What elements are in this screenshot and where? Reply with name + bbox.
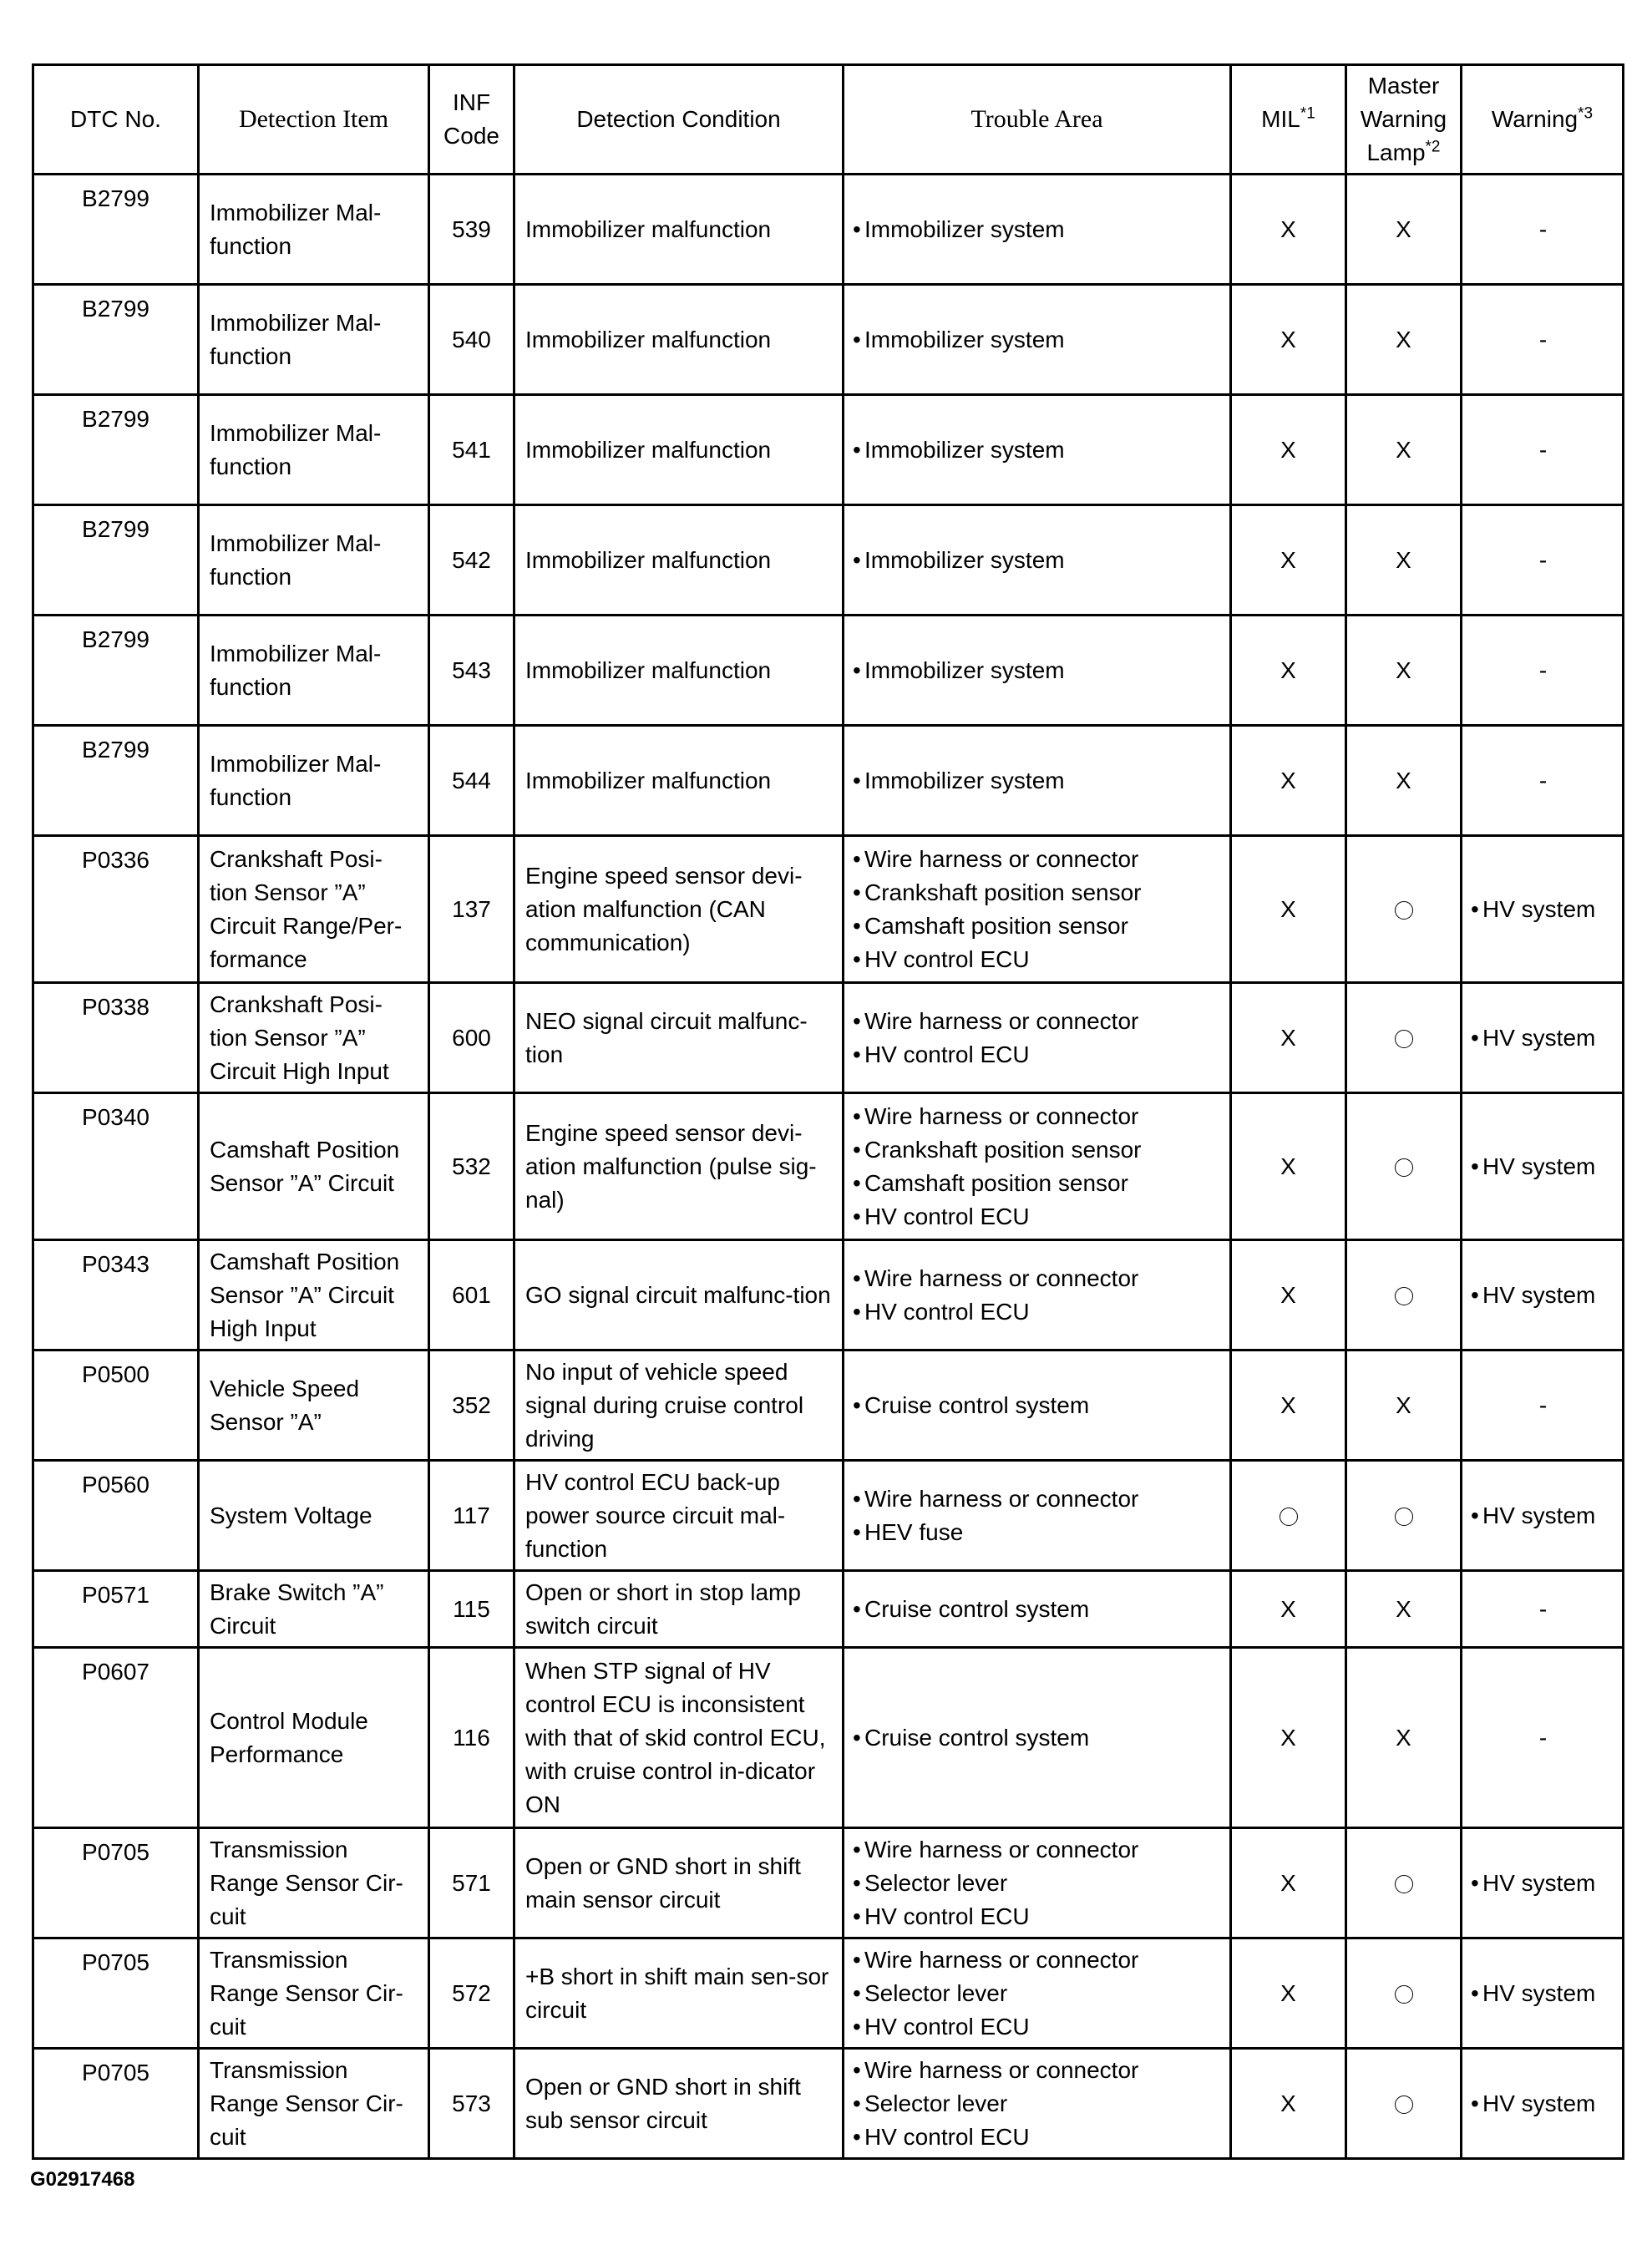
mil-cell [1231, 836, 1346, 983]
warning-cell [1462, 836, 1624, 983]
header-trouble-area: Trouble Area [844, 65, 1231, 175]
inf-code-cell: 117 [429, 1461, 514, 1571]
dtc-cell: P0500 [33, 1351, 199, 1461]
trouble-area-cell [844, 1461, 1231, 1571]
trouble-area-item: • Cruise control system [853, 1389, 1223, 1422]
trouble-area-list [853, 1100, 1223, 1234]
trouble-area-item: • Selector lever [853, 1867, 1223, 1900]
warning-item: • HV system [1471, 893, 1615, 926]
trouble-area-item: • Cruise control system [853, 1721, 1223, 1755]
mil-cell [1231, 1571, 1346, 1648]
x-mark: X [1396, 1595, 1411, 1622]
dtc-cell: P0571 [33, 1571, 199, 1648]
detection-item-cell: Immobilizer Mal-function [199, 285, 429, 395]
x-mark: X [1280, 1153, 1296, 1179]
x-mark: X [1280, 1281, 1296, 1308]
table-row [33, 395, 1624, 505]
header-row [33, 65, 1624, 175]
header-warning [1462, 65, 1624, 175]
dtc-cell: P0705 [33, 2049, 199, 2159]
detection-condition-cell: Immobilizer malfunction [514, 505, 844, 616]
trouble-area-list [853, 1833, 1223, 1933]
trouble-area-item: • Immobilizer system [853, 433, 1223, 467]
header-dtc: DTC No. [33, 65, 199, 175]
detection-item-cell: Immobilizer Mal-function [199, 726, 429, 836]
trouble-area-item: • Wire harness or connector [853, 843, 1223, 876]
table-row [33, 1240, 1624, 1351]
trouble-area-item: • HV control ECU [853, 943, 1223, 976]
trouble-area-item: • Wire harness or connector [853, 1833, 1223, 1867]
master-warning-cell [1346, 1240, 1462, 1351]
detection-item-cell: System Voltage [199, 1461, 429, 1571]
trouble-area-list [853, 213, 1223, 246]
inf-code-cell: 544 [429, 726, 514, 836]
figure-id: G02917468 [30, 2168, 135, 2191]
x-mark: X [1280, 1391, 1296, 1418]
detection-condition-cell: HV control ECU back-up power source circuit mal-function [514, 1461, 844, 1571]
x-mark: X [1280, 2090, 1296, 2116]
inf-code-cell: 542 [429, 505, 514, 616]
circle-mark-icon [1395, 1287, 1413, 1305]
dtc-cell: P0607 [33, 1648, 199, 1828]
warning-list [1471, 1150, 1615, 1183]
detection-condition-cell: Engine speed sensor devi-ation malfunction (pulse sig-nal) [514, 1093, 844, 1240]
header-master-warning-lamp [1346, 65, 1462, 175]
trouble-area-cell [844, 175, 1231, 285]
detection-condition-cell: Engine speed sensor devi-ation malfunction (CAN communication) [514, 836, 844, 983]
table-row [33, 836, 1624, 983]
x-mark: X [1396, 1391, 1411, 1418]
dtc-cell: P0338 [33, 983, 199, 1093]
detection-condition-cell: Open or GND short in shift sub sensor circuit [514, 2049, 844, 2159]
trouble-area-item: • Selector lever [853, 2087, 1223, 2121]
x-mark: X [1396, 436, 1411, 463]
inf-code-cell: 541 [429, 395, 514, 505]
x-mark: X [1280, 1979, 1296, 2006]
trouble-area-cell [844, 1938, 1231, 2049]
trouble-area-list [853, 2054, 1223, 2154]
inf-code-cell: 543 [429, 616, 514, 726]
trouble-area-list [853, 843, 1223, 976]
warning-list [1471, 2087, 1615, 2121]
warning-cell [1462, 1648, 1624, 1828]
warning-dash: - [1538, 1595, 1548, 1622]
inf-code-cell: 352 [429, 1351, 514, 1461]
table-row [33, 2049, 1624, 2159]
trouble-area-cell [844, 616, 1231, 726]
table-row [33, 1351, 1624, 1461]
detection-condition-cell: No input of vehicle speed signal during cruise control driving [514, 1351, 844, 1461]
inf-code-cell: 600 [429, 983, 514, 1093]
trouble-area-item: • HV control ECU [853, 2010, 1223, 2044]
warning-dash: - [1538, 436, 1548, 463]
trouble-area-list [853, 1482, 1223, 1549]
mil-cell [1231, 983, 1346, 1093]
header-detection-item: Detection Item [199, 65, 429, 175]
inf-code-cell: 137 [429, 836, 514, 983]
inf-code-cell: 540 [429, 285, 514, 395]
dtc-cell: P0343 [33, 1240, 199, 1351]
master-warning-cell [1346, 175, 1462, 285]
warning-cell [1462, 395, 1624, 505]
trouble-area-item: • Wire harness or connector [853, 1482, 1223, 1516]
mil-cell [1231, 395, 1346, 505]
master-warning-cell [1346, 726, 1462, 836]
warning-item: • HV system [1471, 1499, 1615, 1533]
circle-mark-icon [1395, 1030, 1413, 1048]
detection-condition-cell: Immobilizer malfunction [514, 726, 844, 836]
trouble-area-cell [844, 1648, 1231, 1828]
master-warning-cell [1346, 1938, 1462, 2049]
trouble-area-item: • HV control ECU [853, 2121, 1223, 2154]
trouble-area-cell [844, 836, 1231, 983]
x-mark: X [1396, 767, 1411, 793]
master-warning-cell [1346, 1461, 1462, 1571]
dtc-cell: B2799 [33, 395, 199, 505]
x-mark: X [1280, 656, 1296, 683]
detection-item-cell: Immobilizer Mal-function [199, 395, 429, 505]
trouble-area-item: • Camshaft position sensor [853, 1167, 1223, 1200]
detection-item-cell: Transmission Range Sensor Cir-cuit [199, 2049, 429, 2159]
warning-list [1471, 1499, 1615, 1533]
trouble-area-cell [844, 505, 1231, 616]
header-mil [1231, 65, 1346, 175]
mil-cell [1231, 2049, 1346, 2159]
x-mark: X [1280, 767, 1296, 793]
warning-item: • HV system [1471, 1977, 1615, 2010]
warning-item: • HV system [1471, 1279, 1615, 1312]
trouble-area-list [853, 544, 1223, 577]
trouble-area-list [853, 433, 1223, 467]
master-warning-cell [1346, 285, 1462, 395]
master-warning-cell [1346, 1648, 1462, 1828]
detection-item-cell: Transmission Range Sensor Cir-cuit [199, 1938, 429, 2049]
trouble-area-list [853, 1389, 1223, 1422]
header-warning-note: *3 [1578, 104, 1594, 123]
trouble-area-item: • HV control ECU [853, 1900, 1223, 1933]
detection-item-cell: Transmission Range Sensor Cir-cuit [199, 1828, 429, 1938]
warning-dash: - [1538, 546, 1548, 573]
trouble-area-item: • Immobilizer system [853, 544, 1223, 577]
header-mil-note: *1 [1300, 104, 1315, 123]
mil-cell [1231, 1648, 1346, 1828]
header-mil-label: MIL [1261, 106, 1300, 132]
detection-item-cell: Control Module Performance [199, 1648, 429, 1828]
trouble-area-item: • HV control ECU [853, 1295, 1223, 1329]
inf-code-cell: 571 [429, 1828, 514, 1938]
header-master-note: *2 [1425, 138, 1441, 156]
trouble-area-cell [844, 1240, 1231, 1351]
trouble-area-item: • Crankshaft position sensor [853, 876, 1223, 910]
trouble-area-list [853, 1262, 1223, 1329]
trouble-area-item: • Immobilizer system [853, 654, 1223, 687]
inf-code-cell: 572 [429, 1938, 514, 2049]
header-inf-code: INF Code [429, 65, 514, 175]
trouble-area-list [853, 323, 1223, 357]
trouble-area-item: • Cruise control system [853, 1593, 1223, 1626]
mil-cell [1231, 1093, 1346, 1240]
mil-cell [1231, 616, 1346, 726]
master-warning-cell [1346, 1571, 1462, 1648]
trouble-area-list [853, 764, 1223, 798]
x-mark: X [1280, 1724, 1296, 1751]
x-mark: X [1280, 546, 1296, 573]
warning-cell [1462, 1240, 1624, 1351]
dtc-cell: P0340 [33, 1093, 199, 1240]
table-row [33, 505, 1624, 616]
trouble-area-list [853, 654, 1223, 687]
table-row [33, 726, 1624, 836]
dtc-cell: B2799 [33, 616, 199, 726]
detection-item-cell: Camshaft Position Sensor ”A” Circuit [199, 1093, 429, 1240]
x-mark: X [1280, 1595, 1296, 1622]
detection-condition-cell: When STP signal of HV control ECU is inconsistent with that of skid control ECU, with cruise control in-dicator ON [514, 1648, 844, 1828]
x-mark: X [1280, 215, 1296, 242]
warning-cell [1462, 505, 1624, 616]
warning-list [1471, 1021, 1615, 1055]
trouble-area-cell [844, 1828, 1231, 1938]
mil-cell [1231, 1461, 1346, 1571]
inf-code-cell: 539 [429, 175, 514, 285]
header-warning-label: Warning [1491, 106, 1579, 132]
warning-cell [1462, 1828, 1624, 1938]
detection-item-cell: Crankshaft Posi-tion Sensor ”A” Circuit Range/Per-formance [199, 836, 429, 983]
warning-cell [1462, 175, 1624, 285]
x-mark: X [1396, 656, 1411, 683]
x-mark: X [1280, 895, 1296, 922]
table-row [33, 1648, 1624, 1828]
warning-dash: - [1538, 326, 1548, 352]
table-row [33, 1938, 1624, 2049]
table-row [33, 175, 1624, 285]
header-master-label: Master Warning Lamp [1360, 73, 1447, 165]
trouble-area-cell [844, 726, 1231, 836]
dtc-table [32, 63, 1624, 2160]
warning-item: • HV system [1471, 1021, 1615, 1055]
warning-cell [1462, 1093, 1624, 1240]
circle-mark-icon [1395, 1158, 1413, 1177]
trouble-area-cell [844, 1093, 1231, 1240]
warning-item: • HV system [1471, 1150, 1615, 1183]
warning-cell [1462, 1351, 1624, 1461]
warning-item: • HV system [1471, 1867, 1615, 1900]
warning-dash: - [1538, 1724, 1548, 1751]
master-warning-cell [1346, 2049, 1462, 2159]
circle-mark-icon [1395, 1875, 1413, 1893]
warning-cell [1462, 1571, 1624, 1648]
inf-code-cell: 115 [429, 1571, 514, 1648]
trouble-area-item: • Immobilizer system [853, 213, 1223, 246]
warning-cell [1462, 2049, 1624, 2159]
table-row [33, 1828, 1624, 1938]
trouble-area-item: • HEV fuse [853, 1516, 1223, 1549]
dtc-cell: B2799 [33, 285, 199, 395]
master-warning-cell [1346, 505, 1462, 616]
warning-cell [1462, 1938, 1624, 2049]
circle-mark-icon [1395, 1985, 1413, 2004]
trouble-area-item: • HV control ECU [853, 1200, 1223, 1234]
detection-condition-cell: Immobilizer malfunction [514, 175, 844, 285]
x-mark: X [1280, 1024, 1296, 1051]
detection-condition-cell: Immobilizer malfunction [514, 616, 844, 726]
detection-item-cell: Immobilizer Mal-function [199, 175, 429, 285]
header-detection-condition: Detection Condition [514, 65, 844, 175]
trouble-area-item: • Selector lever [853, 1977, 1223, 2010]
detection-item-cell: Vehicle Speed Sensor ”A” [199, 1351, 429, 1461]
detection-item-cell: Crankshaft Posi-tion Sensor ”A” Circuit High Input [199, 983, 429, 1093]
warning-dash: - [1538, 656, 1548, 683]
dtc-cell: B2799 [33, 726, 199, 836]
trouble-area-cell [844, 1351, 1231, 1461]
mil-cell [1231, 285, 1346, 395]
trouble-area-list [853, 1943, 1223, 2044]
inf-code-cell: 532 [429, 1093, 514, 1240]
master-warning-cell [1346, 983, 1462, 1093]
circle-mark-icon [1395, 901, 1413, 920]
detection-condition-cell: +B short in shift main sen-sor circuit [514, 1938, 844, 2049]
dtc-cell: B2799 [33, 175, 199, 285]
dtc-cell: P0560 [33, 1461, 199, 1571]
mil-cell [1231, 175, 1346, 285]
trouble-area-cell [844, 285, 1231, 395]
circle-mark-icon [1395, 2095, 1413, 2114]
trouble-area-item: • Wire harness or connector [853, 1100, 1223, 1133]
detection-condition-cell: Immobilizer malfunction [514, 285, 844, 395]
trouble-area-list [853, 1593, 1223, 1626]
circle-mark-icon [1280, 1508, 1298, 1526]
x-mark: X [1280, 326, 1296, 352]
detection-condition-cell: Open or GND short in shift main sensor circuit [514, 1828, 844, 1938]
detection-condition-cell: NEO signal circuit malfunc-tion [514, 983, 844, 1093]
mil-cell [1231, 1828, 1346, 1938]
dtc-cell: P0705 [33, 1938, 199, 2049]
trouble-area-list [853, 1721, 1223, 1755]
warning-cell [1462, 616, 1624, 726]
table-row [33, 1093, 1624, 1240]
detection-item-cell: Immobilizer Mal-function [199, 616, 429, 726]
trouble-area-cell [844, 983, 1231, 1093]
circle-mark-icon [1395, 1508, 1413, 1526]
warning-cell [1462, 1461, 1624, 1571]
trouble-area-item: • Wire harness or connector [853, 2054, 1223, 2087]
inf-code-cell: 116 [429, 1648, 514, 1828]
warning-dash: - [1538, 215, 1548, 242]
inf-code-cell: 601 [429, 1240, 514, 1351]
inf-code-cell: 573 [429, 2049, 514, 2159]
detection-item-cell: Brake Switch ”A” Circuit [199, 1571, 429, 1648]
table-row [33, 1461, 1624, 1571]
master-warning-cell [1346, 836, 1462, 983]
warning-cell [1462, 285, 1624, 395]
warning-list [1471, 893, 1615, 926]
trouble-area-cell [844, 2049, 1231, 2159]
warning-dash: - [1538, 767, 1548, 793]
dtc-cell: P0336 [33, 836, 199, 983]
warning-cell [1462, 726, 1624, 836]
master-warning-cell [1346, 1093, 1462, 1240]
detection-item-cell: Camshaft Position Sensor ”A” Circuit High Input [199, 1240, 429, 1351]
trouble-area-item: • Wire harness or connector [853, 1005, 1223, 1038]
trouble-area-item: • Crankshaft position sensor [853, 1133, 1223, 1167]
detection-condition-cell: GO signal circuit malfunc-tion [514, 1240, 844, 1351]
table-row [33, 285, 1624, 395]
table-row [33, 616, 1624, 726]
mil-cell [1231, 505, 1346, 616]
detection-condition-cell: Immobilizer malfunction [514, 395, 844, 505]
x-mark: X [1280, 436, 1296, 463]
table-row [33, 983, 1624, 1093]
x-mark: X [1396, 215, 1411, 242]
dtc-cell: P0705 [33, 1828, 199, 1938]
trouble-area-item: • Wire harness or connector [853, 1943, 1223, 1977]
trouble-area-list [853, 1005, 1223, 1072]
mil-cell [1231, 1938, 1346, 2049]
master-warning-cell [1346, 1351, 1462, 1461]
trouble-area-cell [844, 395, 1231, 505]
detection-condition-cell: Open or short in stop lamp switch circuit [514, 1571, 844, 1648]
warning-item: • HV system [1471, 2087, 1615, 2121]
warning-cell [1462, 983, 1624, 1093]
trouble-area-item: • HV control ECU [853, 1038, 1223, 1072]
x-mark: X [1396, 326, 1411, 352]
table-row [33, 1571, 1624, 1648]
trouble-area-cell [844, 1571, 1231, 1648]
detection-item-cell: Immobilizer Mal-function [199, 505, 429, 616]
mil-cell [1231, 726, 1346, 836]
warning-list [1471, 1279, 1615, 1312]
x-mark: X [1396, 1724, 1411, 1751]
master-warning-cell [1346, 1828, 1462, 1938]
warning-dash: - [1538, 1391, 1548, 1418]
mil-cell [1231, 1351, 1346, 1461]
master-warning-cell [1346, 616, 1462, 726]
trouble-area-item: • Camshaft position sensor [853, 910, 1223, 943]
mil-cell [1231, 1240, 1346, 1351]
x-mark: X [1396, 546, 1411, 573]
warning-list [1471, 1977, 1615, 2010]
trouble-area-item: • Immobilizer system [853, 323, 1223, 357]
master-warning-cell [1346, 395, 1462, 505]
table-body [33, 175, 1624, 2159]
trouble-area-item: • Wire harness or connector [853, 1262, 1223, 1295]
dtc-cell: B2799 [33, 505, 199, 616]
x-mark: X [1280, 1869, 1296, 1896]
warning-list [1471, 1867, 1615, 1900]
trouble-area-item: • Immobilizer system [853, 764, 1223, 798]
